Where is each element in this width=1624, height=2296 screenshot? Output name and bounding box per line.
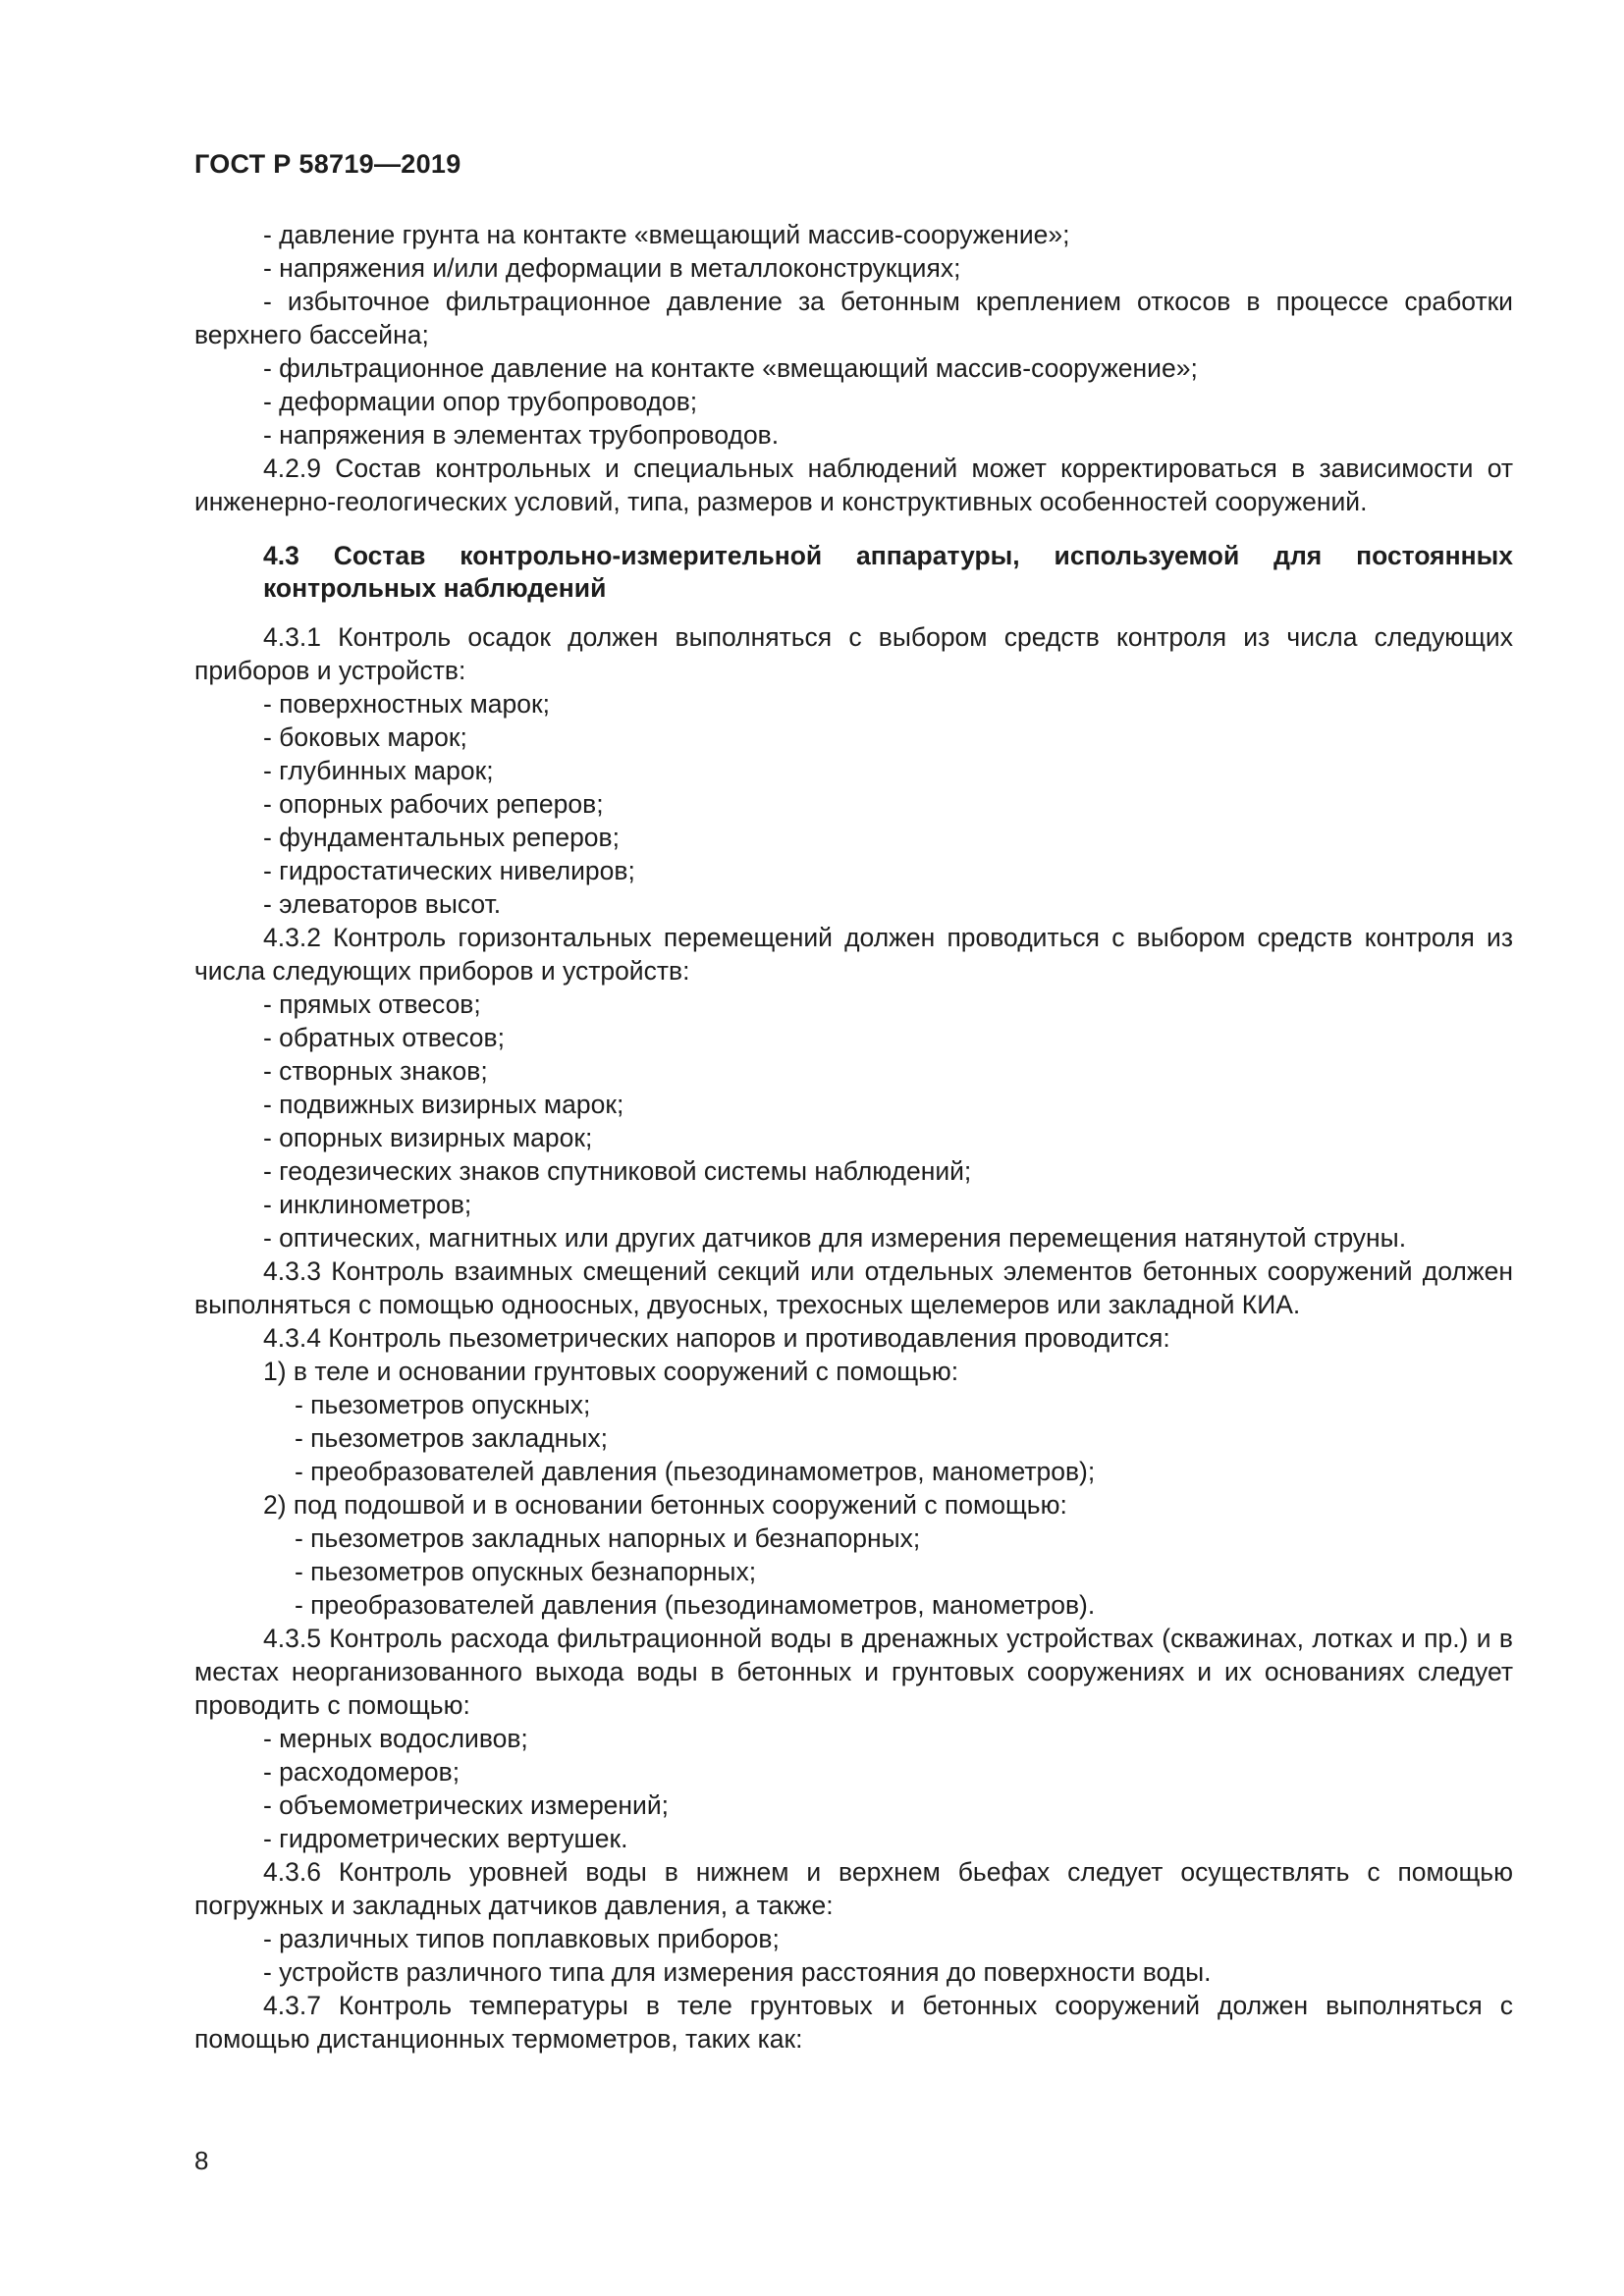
list-item: - поверхностных марок; <box>263 689 550 719</box>
list-item: - геодезических знаков спутниковой системы наблюдений; <box>263 1156 972 1186</box>
list-item: - расходомеров; <box>263 1757 460 1787</box>
paragraph: 4.3.7 Контроль температуры в теле грунтовых и бетонных сооружений должен выполняться с помощью дистанционных термометров, таких как: <box>194 1991 1513 2054</box>
list-item: - деформации опор трубопроводов; <box>263 387 698 416</box>
list-item: - мерных водосливов; <box>263 1724 528 1753</box>
paragraph: 4.3.3 Контроль взаимных смещений секций или отдельных элементов бетонных сооружений должен выполняться с помощью одноосных, двуосных, трехосных щелемеров или закладной КИА. <box>194 1256 1513 1319</box>
paragraph: 4.3.4 Контроль пьезометрических напоров и противодавления проводится: <box>263 1323 1170 1353</box>
list-item: - прямых отвесов; <box>263 989 481 1019</box>
list-item: - различных типов поплавковых приборов; <box>263 1924 780 1953</box>
list-item: - створных знаков; <box>263 1056 488 1086</box>
paragraph: - избыточное фильтрационное давление за бетонным креплением откосов в процессе сработки верхнего бассейна; <box>194 287 1513 349</box>
sub-list-item: - преобразователей давления (пьезодинамометров, манометров). <box>295 1590 1096 1620</box>
paragraph: 4.3.1 Контроль осадок должен выполняться с выбором средств контроля из числа следующих приборов и устройств: <box>194 622 1513 685</box>
list-item: - напряжения в элементах трубопроводов. <box>263 420 780 450</box>
list-item: - инклинометров; <box>263 1190 472 1219</box>
list-item: - напряжения и/или деформации в металлоконструкциях; <box>263 253 961 283</box>
list-item: - оптических, магнитных или других датчиков для измерения перемещения натянутой струны. <box>263 1223 1407 1253</box>
document-body <box>194 218 1513 2056</box>
sub-list-item: - пьезометров опускных; <box>295 1390 591 1419</box>
section-heading: 4.3 Состав контрольно-измерительной аппаратуры, используемой для постоянных контрольных наблюдений <box>263 541 1513 603</box>
list-item: - давление грунта на контакте «вмещающий массив-сооружение»; <box>263 220 1070 249</box>
list-item: - гидрометрических вертушек. <box>263 1824 628 1853</box>
list-item: - фундаментальных реперов; <box>263 823 620 852</box>
sub-list-item: - пьезометров закладных напорных и безнапорных; <box>295 1523 921 1553</box>
list-item: - обратных отвесов; <box>263 1023 505 1052</box>
numbered-item: 2) под подошвой и в основании бетонных сооружений с помощью: <box>263 1490 1067 1520</box>
list-item: - объемометрических измерений; <box>263 1790 670 1820</box>
list-item: - элеваторов высот. <box>263 889 502 919</box>
sub-list-item: - пьезометров опускных безнапорных; <box>295 1557 757 1586</box>
paragraph: 4.3.6 Контроль уровней воды в нижнем и верхнем бьефах следует осуществлять с помощью погружных и закладных датчиков давления, а также: <box>194 1857 1513 1920</box>
list-item: - глубинных марок; <box>263 756 494 785</box>
list-item: - боковых марок; <box>263 722 467 752</box>
numbered-item: 1) в теле и основании грунтовых сооружений с помощью: <box>263 1357 959 1386</box>
sub-list-item: - пьезометров закладных; <box>295 1423 608 1453</box>
paragraph: 4.3.2 Контроль горизонтальных перемещений должен проводиться с выбором средств контроля из числа следующих приборов и устройств: <box>194 923 1513 986</box>
sub-list-item: - преобразователей давления (пьезодинамометров, манометров); <box>295 1457 1096 1486</box>
list-item: - устройств различного типа для измерения расстояния до поверхности воды. <box>263 1957 1212 1987</box>
list-item: - опорных рабочих реперов; <box>263 789 604 819</box>
list-item: - гидростатических нивелиров; <box>263 856 635 885</box>
page-number: 8 <box>194 2146 209 2175</box>
document-header: ГОСТ Р 58719—2019 <box>194 149 461 179</box>
paragraph: 4.3.5 Контроль расхода фильтрационной воды в дренажных устройствах (скважинах, лотках и пр.) и в местах неорганизованного выхода воды в бетонных и грунтовых сооружениях и их основаниях следует проводить с помощью: <box>194 1624 1513 1720</box>
list-item: - опорных визирных марок; <box>263 1123 593 1152</box>
paragraph: 4.2.9 Состав контрольных и специальных наблюдений может корректироваться в зависимости от инженерно-геологических условий, типа, размеров и конструктивных особенностей сооружений. <box>194 454 1513 516</box>
list-item: - фильтрационное давление на контакте «вмещающий массив-сооружение»; <box>263 353 1198 383</box>
list-item: - подвижных визирных марок; <box>263 1090 624 1119</box>
